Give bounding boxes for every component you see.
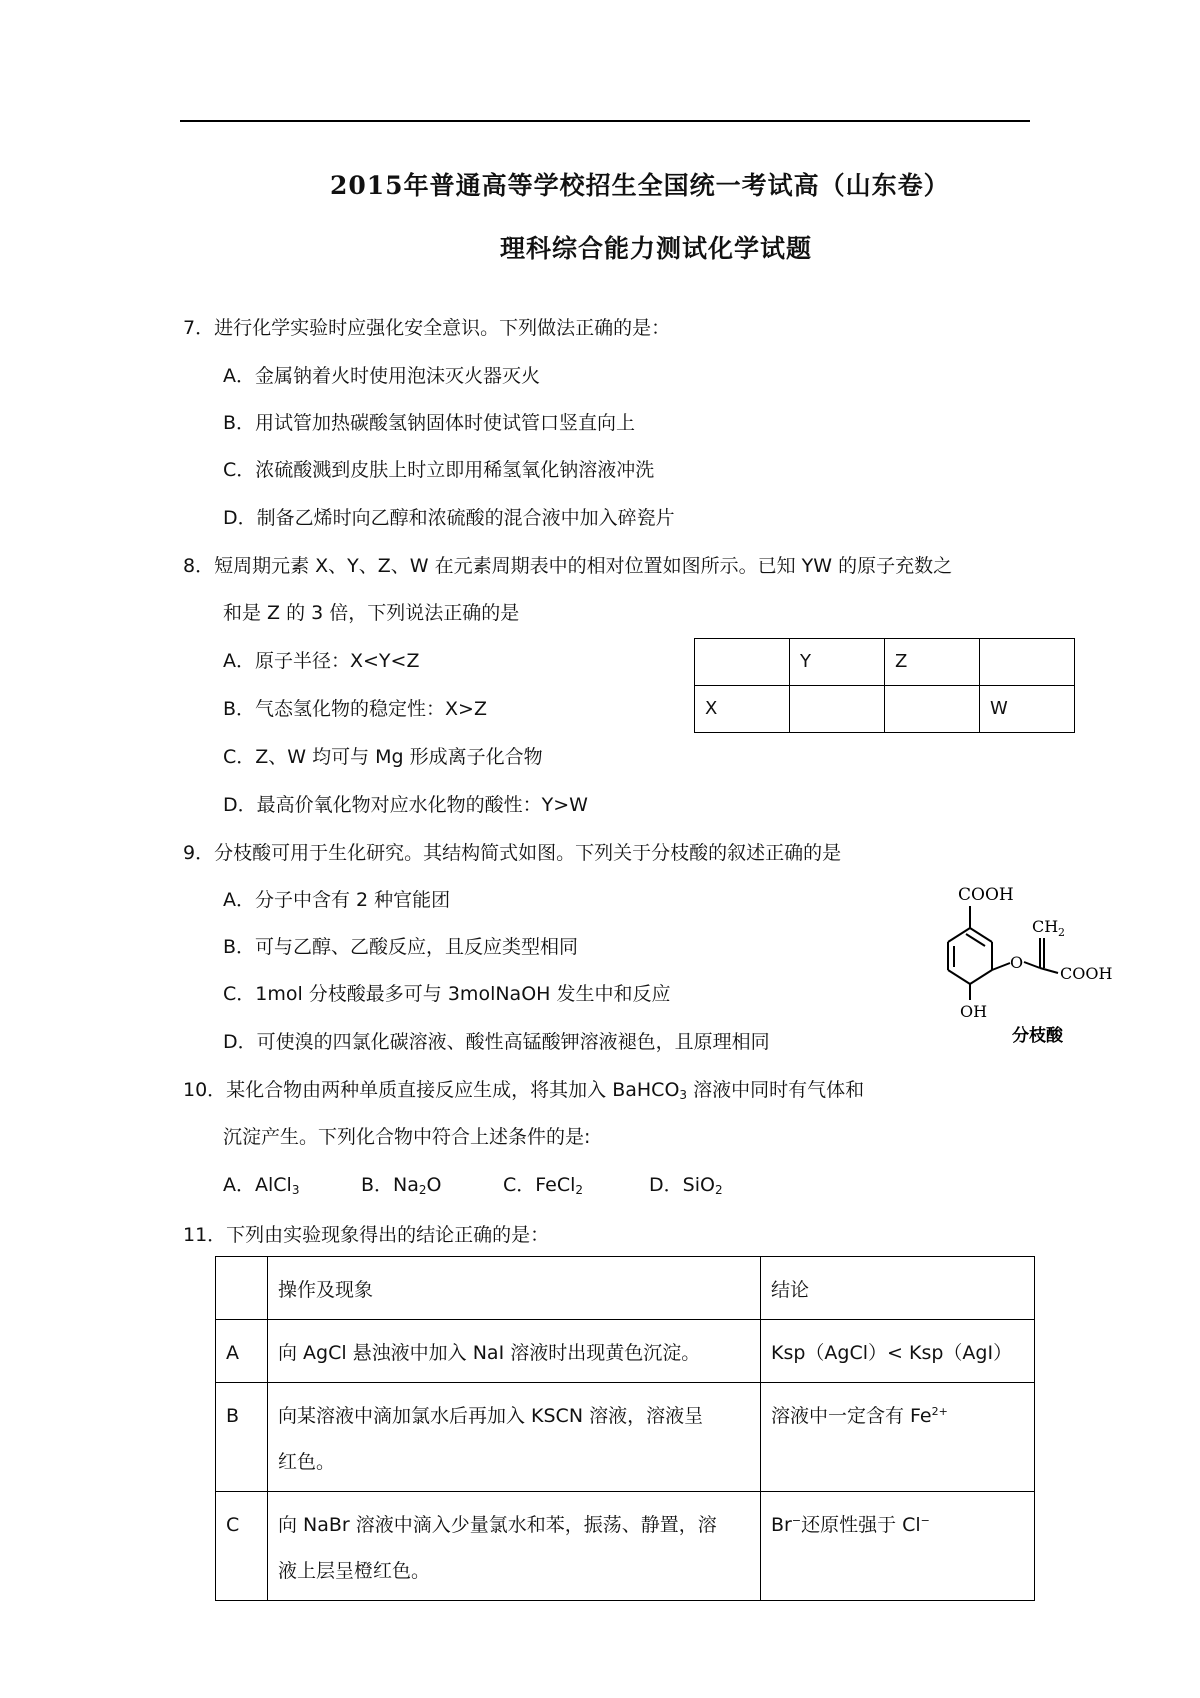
- row-operation: 向某溶液中滴加氯水后再加入 KSCN 溶液，溶液呈 红色。: [268, 1383, 761, 1492]
- pt-cell-y: Y: [790, 639, 885, 686]
- chorismic-acid-structure: [930, 870, 1130, 1045]
- top-rule: [180, 120, 1030, 122]
- q9-option-d: D．可使溴的四氯化碳溶液、酸性高锰酸钾溶液褪色，且原理相同: [223, 1031, 770, 1053]
- row-operation: 向 NaBr 溶液中滴入少量氯水和苯，振荡、静置，溶 液上层呈橙红色。: [268, 1492, 761, 1601]
- q8-option-a: A．原子半径：X<Y<Z: [223, 650, 420, 672]
- q10-option-c: C．FeCl$_2$: [503, 1174, 584, 1197]
- q8-option-b: B．气态氢化物的稳定性：X>Z: [223, 698, 487, 720]
- structure-label-cooh-right: COOH: [1060, 964, 1113, 983]
- structure-label-ch2-subscript: 2: [1058, 926, 1065, 939]
- row-label: B: [216, 1383, 268, 1492]
- pt-cell-w: W: [980, 686, 1075, 733]
- pt-cell: [790, 686, 885, 733]
- q10-option-b: B．$Na_2O$: [361, 1174, 442, 1197]
- q7-stem: 7．进行化学实验时应强化安全意识。下列做法正确的是：: [183, 317, 671, 339]
- row-conclusion: Ksp（AgCl）< Ksp（AgI）: [761, 1320, 1035, 1383]
- q7-option-a: A．金属钠着火时使用泡沫灭火器灭火: [223, 365, 540, 387]
- pt-cell: [980, 639, 1075, 686]
- pt-cell: [695, 639, 790, 686]
- row-operation: 向 AgCl 悬浊液中加入 NaI 溶液时出现黄色沉淀。: [268, 1320, 761, 1383]
- q11-stem: 11．下列由实验现象得出的结论正确的是：: [183, 1224, 550, 1246]
- pt-cell: [885, 686, 980, 733]
- q9-option-b: B．可与乙醇、乙酸反应，且反应类型相同: [223, 936, 579, 958]
- table-header-cell: [216, 1257, 268, 1320]
- q10-stem-line2: 沉淀产生。下列化合物中符合上述条件的是:: [223, 1126, 591, 1148]
- structure-label-cooh-top: COOH: [958, 885, 1014, 905]
- exam-title: 2015年普通高等学校招生全国统一考试高（山东卷）: [330, 171, 950, 200]
- q7-option-c: C．浓硫酸溅到皮肤上时立即用稀氢氧化钠溶液冲洗: [223, 459, 655, 481]
- q10-stem-line1: 10．某化合物由两种单质直接反应生成，将其加入 BaHCO$_3$ 溶液中同时有气体和: [183, 1079, 865, 1102]
- q8-option-d: D．最高价氧化物对应水化物的酸性：Y>W: [223, 794, 588, 816]
- q9-option-c: C．1mol 分枝酸最多可与 3molNaOH 发生中和反应: [223, 983, 671, 1005]
- table-header-cell: 结论: [761, 1257, 1035, 1320]
- q8-stem-line2: 和是 Z 的 3 倍，下列说法正确的是: [223, 602, 520, 624]
- q8-option-c: C．Z、W 均可与 Mg 形成离子化合物: [223, 746, 543, 768]
- structure-caption: 分枝酸: [1012, 1026, 1063, 1045]
- table-header-row: [216, 1257, 1035, 1320]
- q7-option-b: B．用试管加热碳酸氢钠固体时使试管口竖直向上: [223, 412, 636, 434]
- row-conclusion: 溶液中一定含有 $Fe^{2+}$: [761, 1383, 1035, 1492]
- q9-option-a: A．分子中含有 2 种官能团: [223, 889, 451, 911]
- q7-option-d: D．制备乙烯时向乙醇和浓硫酸的混合液中加入碎瓷片: [223, 507, 675, 529]
- experiment-table: [215, 1256, 1035, 1601]
- table-row: [216, 1492, 1035, 1601]
- pt-cell-x: X: [695, 686, 790, 733]
- table-row: [216, 1383, 1035, 1492]
- q8-stem-line1: 8．短周期元素 X、Y、Z、W 在元素周期表中的相对位置如图所示。已知 YW 的原子充数之: [183, 555, 953, 577]
- structure-label-oh: OH: [960, 1002, 988, 1021]
- structure-label-ch2: CH: [1032, 917, 1059, 936]
- structure-label-ether-o: O: [1010, 953, 1024, 972]
- q10-option-d: D．SiO$_2$: [649, 1174, 723, 1197]
- row-conclusion: Br−还原性强于 Cl−: [761, 1492, 1035, 1601]
- table-row: [216, 1320, 1035, 1383]
- q10-option-a: A．AlCl$_3$: [223, 1174, 300, 1197]
- row-label: A: [216, 1320, 268, 1383]
- pt-cell-z: Z: [885, 639, 980, 686]
- q9-stem: 9．分枝酸可用于生化研究。其结构简式如图。下列关于分枝酸的叙述正确的是: [183, 842, 842, 864]
- table-header-cell: 操作及现象: [268, 1257, 761, 1320]
- row-label: C: [216, 1492, 268, 1601]
- exam-subtitle: 理科综合能力测试化学试题: [500, 234, 813, 263]
- periodic-table-fragment: [694, 638, 1075, 733]
